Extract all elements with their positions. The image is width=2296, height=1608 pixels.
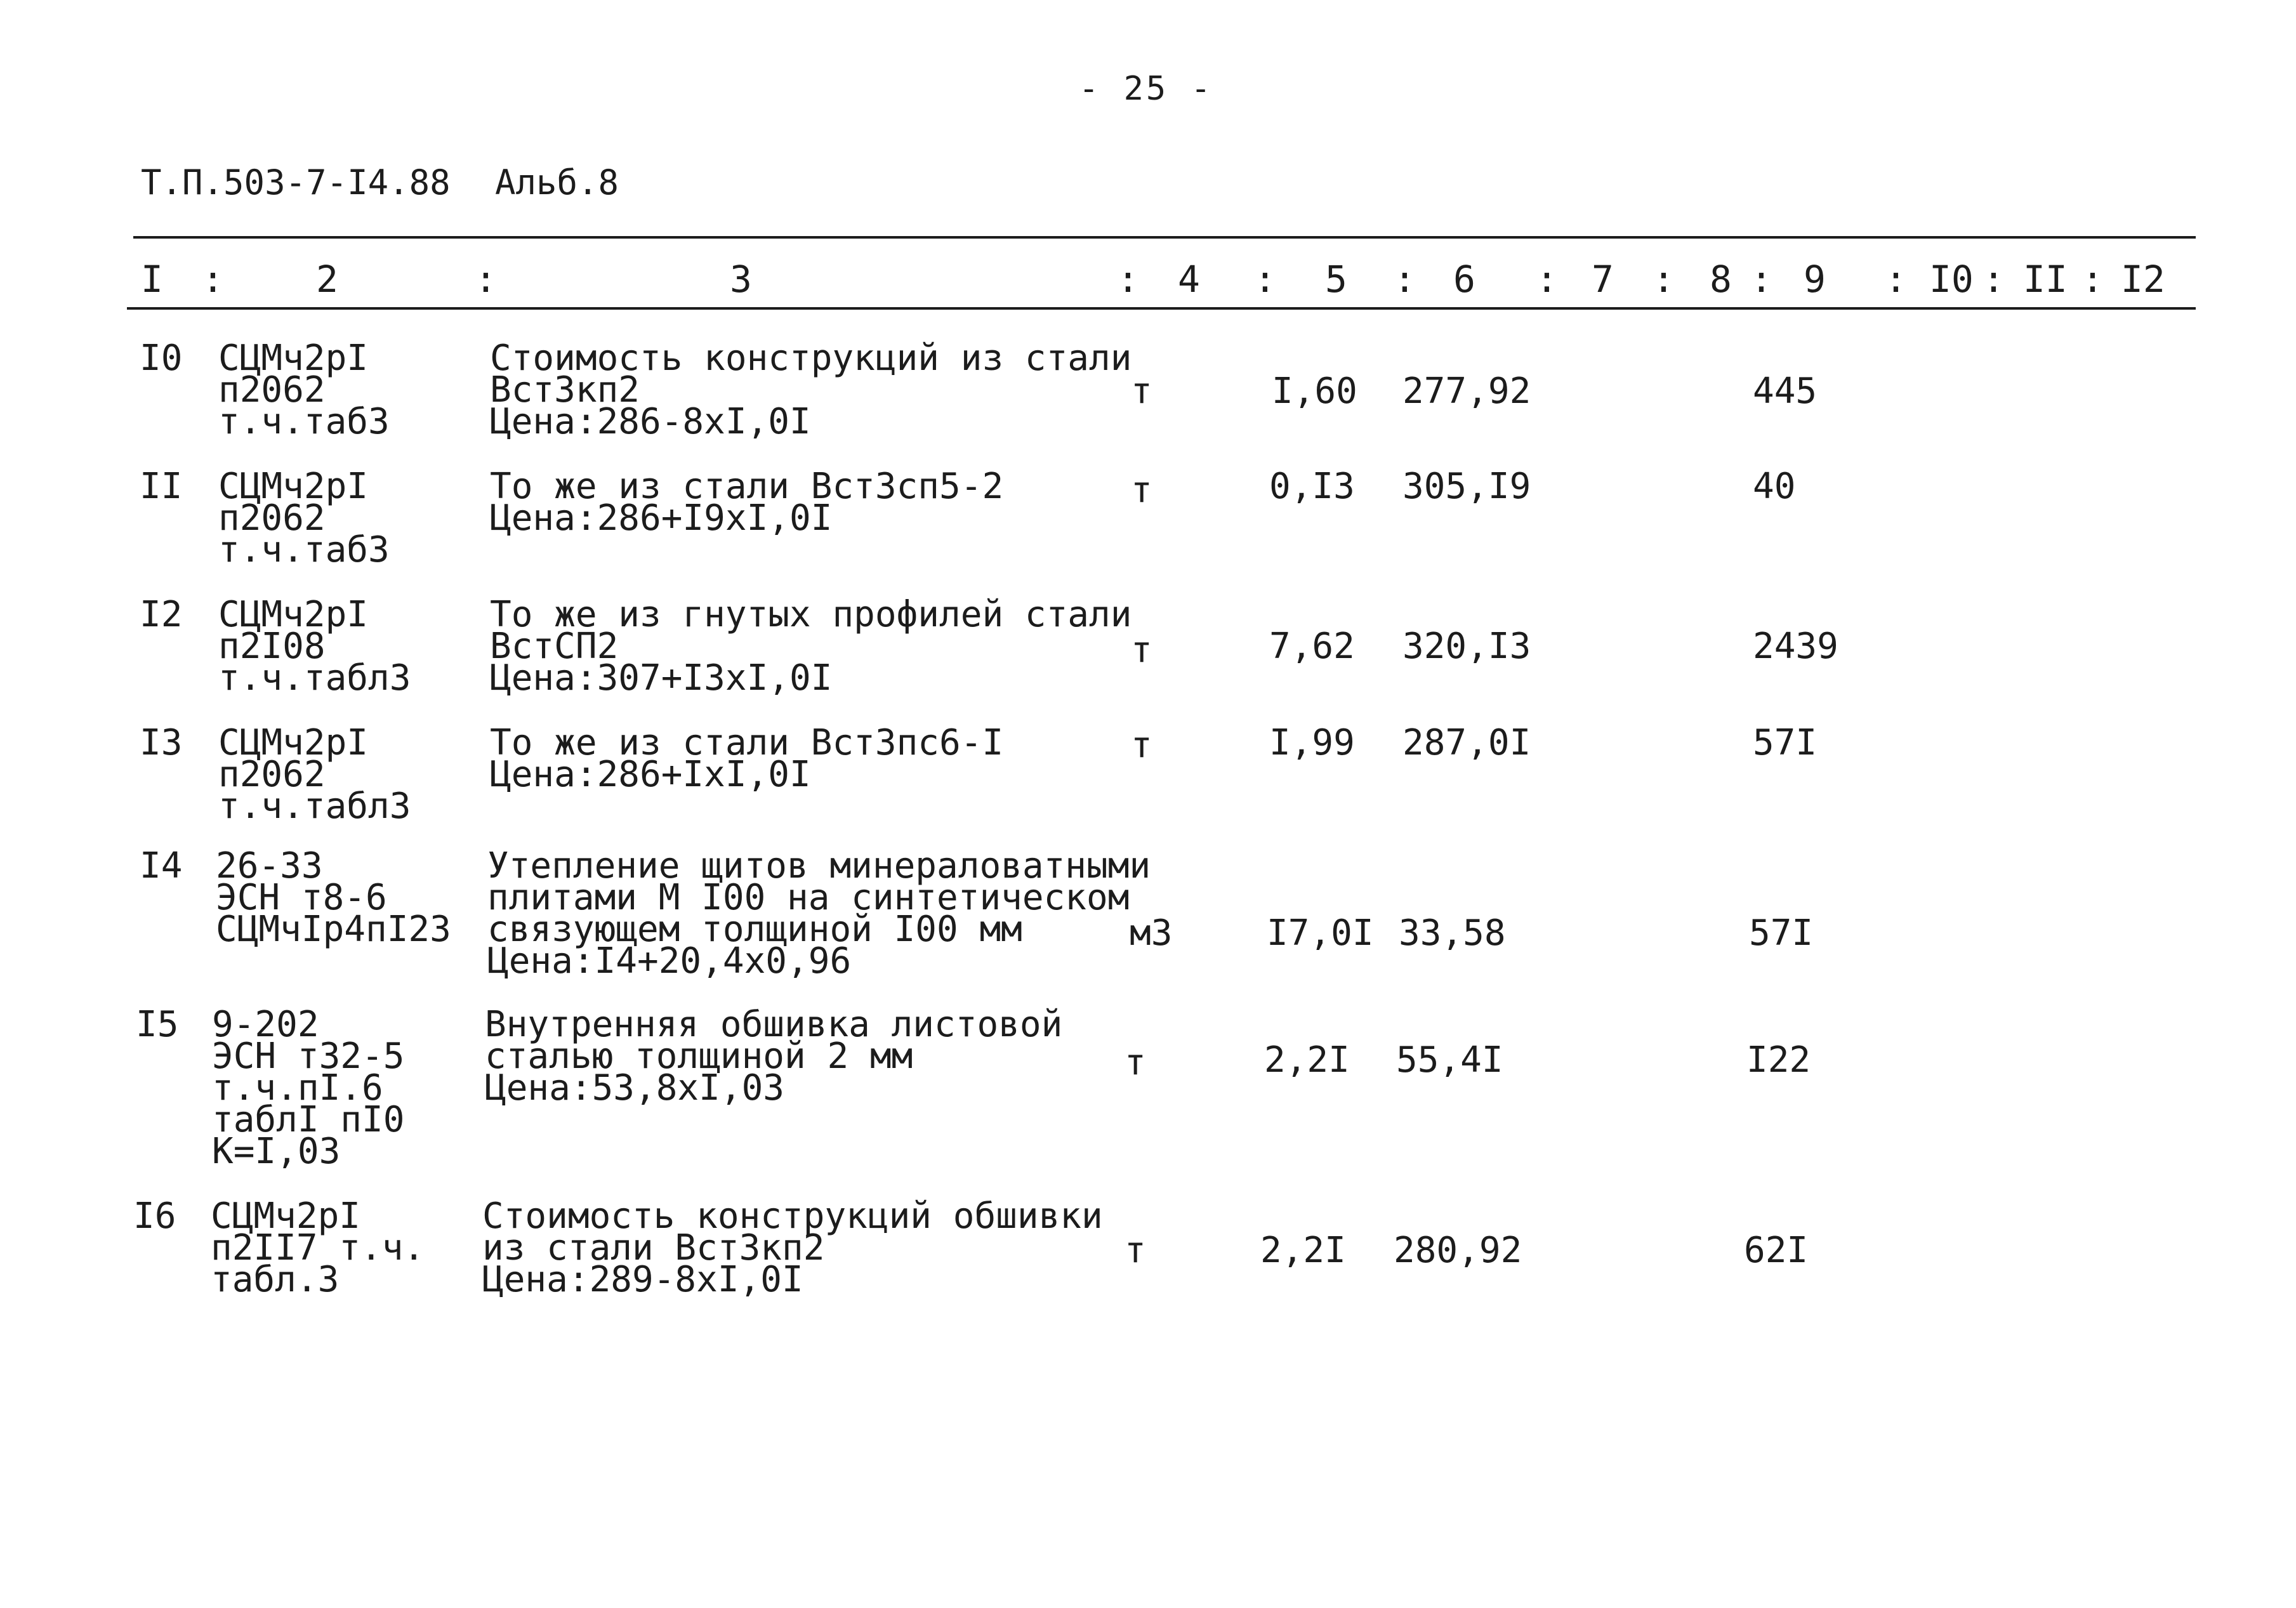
column-separator: : <box>1536 258 1558 301</box>
column-separator: : <box>1117 258 1139 301</box>
column-header-7: 7 <box>1592 258 1614 301</box>
row-unit-price: 320,I3 <box>1402 626 1531 667</box>
row-description: Утепление щитов минераловатными плитами М I00 на синтетическом связующем толщиной I00 мм Цена:I4+20,4х0,96 <box>487 845 1151 982</box>
row-code: СЦМч2рI п2II7 т.ч. табл.3 <box>211 1196 425 1300</box>
row-unit: т <box>1131 629 1152 671</box>
row-unit: т <box>1131 371 1152 412</box>
row-quantity: I7,0I <box>1267 913 1374 954</box>
column-header-10: I0 <box>1929 258 1974 301</box>
row-description: Стоимость конструкций обшивки из стали Вст3кп2 Цена:289-8хI,0I <box>482 1196 1103 1300</box>
row-unit-price: 277,92 <box>1402 371 1531 412</box>
column-separator: : <box>1394 258 1416 301</box>
row-quantity: 0,I3 <box>1269 466 1355 507</box>
row-code: СЦМч2рI п2062 т.ч.табл3 <box>218 722 411 827</box>
row-description: Внутренняя обшивка листовой сталью толщиной 2 мм Цена:53,8хI,03 <box>485 1004 1063 1109</box>
column-separator: : <box>475 258 497 301</box>
row-number: I0 <box>140 338 183 379</box>
row-total: 40 <box>1753 466 1796 507</box>
row-code: 9-202 ЭСН т32-5 т.ч.пI.6 таблI пI0 К=I,03 <box>212 1004 405 1172</box>
row-unit-price: 305,I9 <box>1402 466 1531 507</box>
column-separator: : <box>1885 258 1907 301</box>
column-separator: : <box>2082 258 2104 301</box>
table-header-rule <box>127 307 2196 310</box>
row-code: СЦМч2рI п2I08 т.ч.табл3 <box>218 594 411 699</box>
row-unit: т <box>1125 1042 1146 1083</box>
row-quantity: 7,62 <box>1269 626 1355 667</box>
column-separator: : <box>1750 258 1772 301</box>
row-unit: т <box>1131 470 1152 511</box>
column-header-2: 2 <box>316 258 338 301</box>
row-code: 26-33 ЭСН т8-6 СЦМчIр4пI23 <box>216 845 451 950</box>
album-number: Альб.8 <box>495 162 619 202</box>
row-total: 445 <box>1753 371 1818 412</box>
row-number: II <box>140 466 183 507</box>
column-header-4: 4 <box>1178 258 1200 301</box>
row-number: I2 <box>140 594 183 635</box>
row-quantity: I,60 <box>1272 371 1357 412</box>
row-description: То же из стали Вст3пс6-I Цена:286+IхI,0I <box>490 722 1004 795</box>
column-header-5: 5 <box>1325 258 1347 301</box>
row-description: То же из гнутых профилей стали ВстСП2 Цена:307+I3хI,0I <box>490 594 1132 699</box>
row-code: СЦМч2рI п2062 т.ч.таб3 <box>218 338 390 442</box>
row-unit: т <box>1125 1230 1146 1271</box>
column-header-6: 6 <box>1453 258 1475 301</box>
row-number: I6 <box>133 1196 176 1237</box>
column-separator: : <box>202 258 224 301</box>
row-code: СЦМч2рI п2062 т.ч.таб3 <box>218 466 390 570</box>
row-total: 57I <box>1749 913 1814 954</box>
row-total: 62I <box>1744 1230 1809 1271</box>
row-quantity: I,99 <box>1269 722 1355 763</box>
row-unit-price: 33,58 <box>1399 913 1506 954</box>
row-total: 2439 <box>1753 626 1838 667</box>
column-header-3: 3 <box>730 258 752 301</box>
row-description: То же из стали Вст3сп5-2 Цена:286+I9хI,0I <box>490 466 1004 539</box>
row-number: I4 <box>140 845 183 886</box>
row-quantity: 2,2I <box>1264 1039 1350 1081</box>
row-number: I3 <box>140 722 183 763</box>
column-header-11: II <box>2023 258 2068 301</box>
column-separator: : <box>1254 258 1276 301</box>
row-quantity: 2,2I <box>1260 1230 1346 1271</box>
row-unit: т <box>1131 725 1152 766</box>
row-unit-price: 280,92 <box>1394 1230 1522 1271</box>
column-header-12: I2 <box>2121 258 2165 301</box>
column-header-8: 8 <box>1710 258 1732 301</box>
row-unit-price: 55,4I <box>1396 1039 1503 1081</box>
column-separator: : <box>1653 258 1675 301</box>
row-total: 57I <box>1753 722 1818 763</box>
table-top-rule <box>133 236 2196 239</box>
row-total: I22 <box>1746 1039 1811 1081</box>
column-header-1: I <box>141 258 163 301</box>
row-unit-price: 287,0I <box>1402 722 1531 763</box>
row-number: I5 <box>136 1004 179 1045</box>
row-description: Стоимость конструкций из стали Вст3кп2 Цена:286-8хI,0I <box>490 338 1132 442</box>
page-number: - 25 - <box>1079 70 1213 108</box>
column-header-9: 9 <box>1804 258 1826 301</box>
document-code: Т.П.503-7-I4.88 <box>141 162 451 202</box>
row-unit: м3 <box>1130 913 1173 954</box>
column-separator: : <box>1983 258 2005 301</box>
